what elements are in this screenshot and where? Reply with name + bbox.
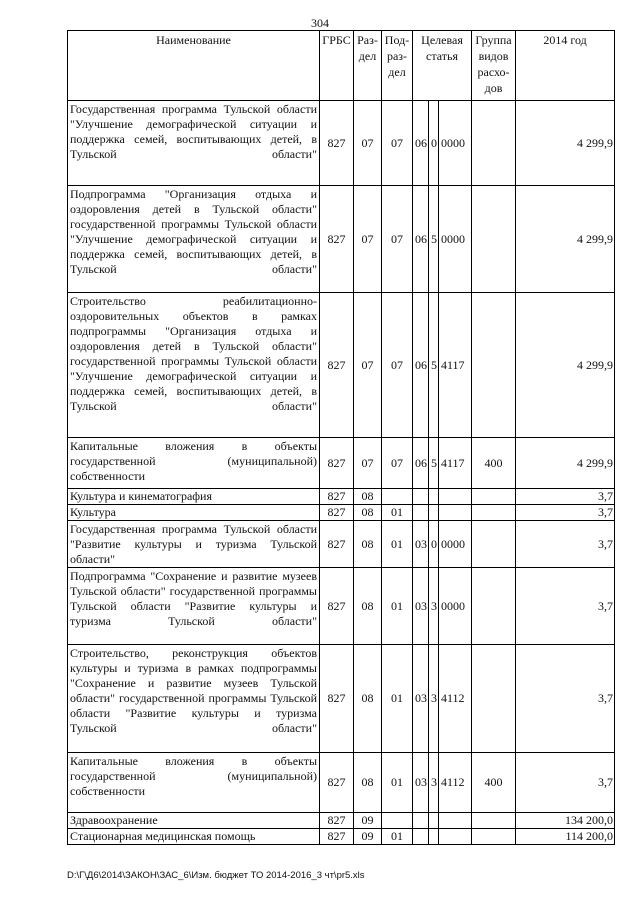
row-target-program: 06	[413, 438, 429, 489]
row-expense-group	[472, 101, 516, 186]
row-amount: 3,7	[516, 753, 615, 813]
row-razdel: 07	[354, 101, 382, 186]
row-name: Капитальные вложения в объекты государственной (муниципальной) собственности	[68, 438, 320, 489]
row-expense-group: 400	[472, 438, 516, 489]
row-razdel: 08	[354, 753, 382, 813]
row-target-code	[439, 829, 472, 845]
row-expense-group	[472, 829, 516, 845]
row-target-subprogram: 3	[429, 753, 439, 813]
row-grbs: 827	[320, 505, 354, 521]
row-razdel: 09	[354, 829, 382, 845]
page-number: 304	[311, 16, 329, 30]
row-podrazdel: 07	[382, 293, 413, 438]
row-expense-group	[472, 645, 516, 753]
row-amount: 3,7	[516, 645, 615, 753]
row-amount: 3,7	[516, 489, 615, 505]
row-target-code: 4117	[439, 438, 472, 489]
row-grbs: 827	[320, 101, 354, 186]
row-name: Строительство, реконструкция объектов культуры и туризма в рамках подпрограммы "Сохранение и развитие музеев Тульской области" государственной программы Тульской области "Развитие культуры и туризма Тульской области"	[68, 645, 320, 753]
row-razdel: 07	[354, 186, 382, 293]
header-year: 2014 год	[516, 31, 615, 101]
row-target-program: 03	[413, 568, 429, 645]
row-razdel: 09	[354, 813, 382, 829]
row-amount: 134 200,0	[516, 813, 615, 829]
row-grbs: 827	[320, 489, 354, 505]
row-target-subprogram: 0	[429, 521, 439, 568]
row-target-subprogram: 5	[429, 186, 439, 293]
row-amount: 3,7	[516, 505, 615, 521]
row-razdel: 08	[354, 568, 382, 645]
row-target-subprogram: 0	[429, 101, 439, 186]
table-row	[68, 568, 615, 645]
row-expense-group	[472, 521, 516, 568]
row-podrazdel: 01	[382, 753, 413, 813]
row-podrazdel: 01	[382, 568, 413, 645]
row-grbs: 827	[320, 568, 354, 645]
row-expense-group	[472, 813, 516, 829]
header-target: Целевая статья	[413, 31, 472, 101]
row-target-subprogram	[429, 829, 439, 845]
row-name: Культура	[68, 505, 320, 521]
row-razdel: 08	[354, 505, 382, 521]
row-target-subprogram	[429, 813, 439, 829]
row-name: Здравоохранение	[68, 813, 320, 829]
row-podrazdel: 07	[382, 101, 413, 186]
row-target-code: 0000	[439, 521, 472, 568]
row-target-program	[413, 489, 429, 505]
row-target-program: 06	[413, 101, 429, 186]
row-target-subprogram	[429, 505, 439, 521]
header-group: Группа видов расхо-дов	[472, 31, 516, 101]
row-name: Капитальные вложения в объекты государственной (муниципальной) собственности	[68, 753, 320, 813]
row-target-program: 03	[413, 753, 429, 813]
row-name: Строительство реабилитационно-оздоровительных объектов в рамках подпрограммы "Организация отдыха и оздоровления детей в Тульской области" государственной программы Тульской области "Улучшение демографической ситуации и поддержка семей, воспитывающих детей, в Тульской области"	[68, 293, 320, 438]
table-row	[68, 489, 615, 505]
table-row	[68, 829, 615, 845]
row-name: Стационарная медицинская помощь	[68, 829, 320, 845]
row-expense-group	[472, 186, 516, 293]
row-target-code	[439, 505, 472, 521]
row-target-program: 03	[413, 645, 429, 753]
row-name: Государственная программа Тульской области "Улучшение демографической ситуации и поддержка семей, воспитывающих детей, в Тульской области"	[68, 101, 320, 186]
header-podrazdel: Под-раз-дел	[382, 31, 413, 101]
row-amount: 4 299,9	[516, 186, 615, 293]
row-target-subprogram	[429, 489, 439, 505]
row-grbs: 827	[320, 438, 354, 489]
row-expense-group	[472, 568, 516, 645]
row-target-program	[413, 829, 429, 845]
row-grbs: 827	[320, 753, 354, 813]
table-row	[68, 101, 615, 186]
row-grbs: 827	[320, 645, 354, 753]
table-row	[68, 813, 615, 829]
row-amount: 4 299,9	[516, 438, 615, 489]
header-name: Наименование	[68, 31, 320, 101]
table-row	[68, 186, 615, 293]
row-podrazdel: 07	[382, 186, 413, 293]
row-expense-group	[472, 489, 516, 505]
table-row	[68, 438, 615, 489]
row-expense-group	[472, 505, 516, 521]
row-grbs: 827	[320, 186, 354, 293]
row-target-program: 06	[413, 186, 429, 293]
row-name: Подпрограмма "Сохранение и развитие музеев Тульской области" государственной программы Тульской области "Развитие культуры и туризма Тульской области"	[68, 568, 320, 645]
row-razdel: 08	[354, 645, 382, 753]
row-amount: 114 200,0	[516, 829, 615, 845]
row-target-program: 06	[413, 293, 429, 438]
row-amount: 4 299,9	[516, 293, 615, 438]
table-row	[68, 645, 615, 753]
row-podrazdel: 07	[382, 438, 413, 489]
table-row	[68, 505, 615, 521]
header-grbs: ГРБС	[320, 31, 354, 101]
row-target-subprogram: 5	[429, 438, 439, 489]
row-podrazdel	[382, 813, 413, 829]
row-podrazdel: 01	[382, 829, 413, 845]
row-expense-group	[472, 293, 516, 438]
row-name: Культура и кинематография	[68, 489, 320, 505]
row-razdel: 08	[354, 521, 382, 568]
budget-table	[67, 30, 615, 845]
row-target-subprogram: 3	[429, 645, 439, 753]
row-target-code: 0000	[439, 101, 472, 186]
row-podrazdel	[382, 489, 413, 505]
row-podrazdel: 01	[382, 521, 413, 568]
row-target-program: 03	[413, 521, 429, 568]
file-path-footer: D:\Г\Д6\2014\ЗАКОН\ЗАС_6\Изм. бюджет ТО 2014-2016_3 чт\pr5.xls	[67, 870, 365, 881]
row-name: Государственная программа Тульской области "Развитие культуры и туризма Тульской области"	[68, 521, 320, 568]
row-podrazdel: 01	[382, 645, 413, 753]
row-target-program	[413, 813, 429, 829]
header-row	[68, 31, 615, 101]
row-target-code: 0000	[439, 186, 472, 293]
row-grbs: 827	[320, 829, 354, 845]
table-row	[68, 753, 615, 813]
row-target-code: 4112	[439, 753, 472, 813]
row-target-code: 4112	[439, 645, 472, 753]
row-amount: 4 299,9	[516, 101, 615, 186]
row-target-code: 0000	[439, 568, 472, 645]
row-target-code: 4117	[439, 293, 472, 438]
row-target-code	[439, 813, 472, 829]
row-podrazdel: 01	[382, 505, 413, 521]
table-row	[68, 293, 615, 438]
table-row	[68, 521, 615, 568]
row-name: Подпрограмма "Организация отдыха и оздоровления детей в Тульской области" государственной программы Тульской области "Улучшение демографической ситуации и поддержка семей, воспитывающих детей, в Тульской области"	[68, 186, 320, 293]
row-target-code	[439, 489, 472, 505]
row-razdel: 07	[354, 438, 382, 489]
row-grbs: 827	[320, 813, 354, 829]
row-target-subprogram: 3	[429, 568, 439, 645]
row-target-program	[413, 505, 429, 521]
header-razdel: Раз-дел	[354, 31, 382, 101]
row-razdel: 08	[354, 489, 382, 505]
row-expense-group: 400	[472, 753, 516, 813]
row-target-subprogram: 5	[429, 293, 439, 438]
row-amount: 3,7	[516, 568, 615, 645]
row-amount: 3,7	[516, 521, 615, 568]
row-razdel: 07	[354, 293, 382, 438]
row-grbs: 827	[320, 521, 354, 568]
row-grbs: 827	[320, 293, 354, 438]
